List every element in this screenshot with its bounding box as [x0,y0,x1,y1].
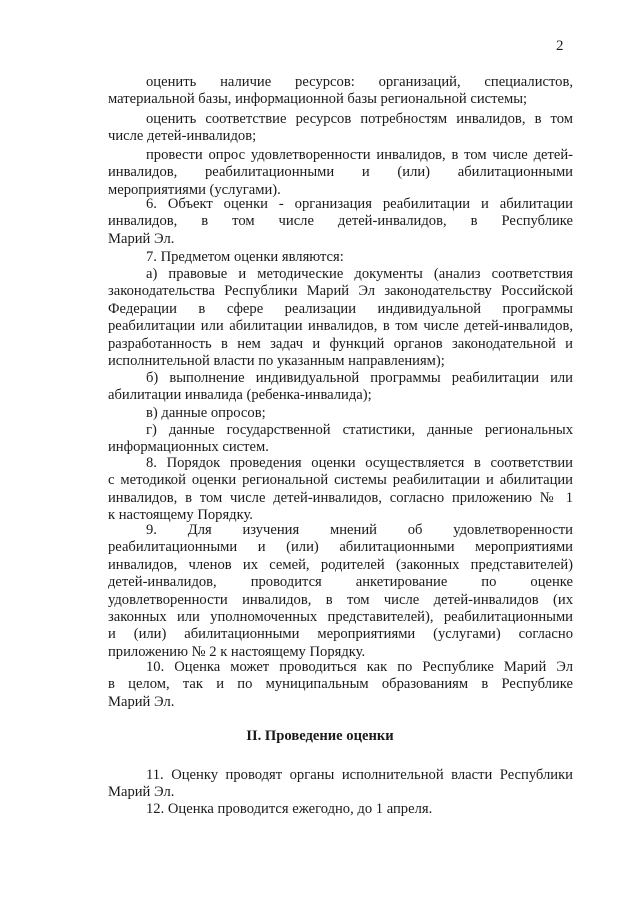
p-9-line: законных или уполномоченных представителей), реабилитационными [108,609,573,625]
p-8-line: инвалидов, в том числе детей-инвалидов, согласно приложению № 1 [108,489,573,506]
p-7b-line: б) выполнение индивидуальной программы реабилитации или [146,370,573,386]
p-8-line: к настоящему Порядку. [108,507,253,524]
p-8-line: 8. Порядок проведения оценки осуществляется в соответствии [146,455,573,471]
p-7a-line: Федерации в сфере реализации индивидуальной программы [108,300,573,317]
p-7b-line: абилитации инвалида (ребенка-инвалида); [108,387,372,404]
p-9-line: 9. Для изучения мнений об удовлетворенности [146,522,573,538]
p-7a-line: разработанность в нем задач и функций органов законодательной и [108,335,573,352]
p-11-line: Марий Эл. [108,784,175,801]
p-8-line: с методикой оценки региональной системы реабилитации и абилитации [108,472,573,489]
p-10-line: Марий Эл. [108,693,175,710]
p-11-line: 11. Оценку проводят органы исполнительной власти Республики [146,767,573,783]
p-7a-line: реабилитации или абилитации инвалидов, в том числе детей-инвалидов, [108,318,573,335]
p-9-line: детей-инвалидов, проводится анкетирование по оценке [108,574,573,591]
p-survey-line: инвалидов, реабилитационными и (или) абилитационными [108,164,573,181]
p-needs-line: оценить соответствие ресурсов потребностям инвалидов, в том [146,111,573,127]
p-7-line: 7. Предметом оценки являются: [146,249,344,265]
p-survey-line: провести опрос удовлетворенности инвалидов, в том числе детей- [146,147,573,163]
p-6-line: инвалидов, в том числе детей-инвалидов, в Республике [108,213,573,230]
p-10-line: в целом, так и по муниципальным образованиям в Республике [108,676,573,693]
p-resources-line: материальной базы, информационной базы региональной системы; [108,91,528,108]
p-7a-line: законодательства Республики Марий Эл законодательству Российской [108,283,573,300]
p-7g-line: г) данные государственной статистики, данные региональных [146,422,573,438]
p-7a-line: исполнительной власти по указанным направлениям); [108,353,445,369]
p-10-line: 10. Оценка может проводиться как по Республике Марий Эл [146,659,573,675]
p-resources-line: оценить наличие ресурсов: организаций, специалистов, [146,74,573,90]
p-9-line: и (или) абилитационными мероприятиями (услугами) согласно [108,626,573,643]
p-6-line: Марий Эл. [108,230,175,247]
p-6-line: 6. Объект оценки - организация реабилитации и абилитации [146,196,573,212]
p-needs-line: числе детей-инвалидов; [108,128,257,145]
p-12-line: 12. Оценка проводится ежегодно, до 1 апреля. [146,801,433,817]
p-9-line: инвалидов, членов их семей, родителей (законных представителей) [108,556,573,573]
p-survey-line: мероприятиями (услугами). [108,181,281,198]
p-7a-line: а) правовые и методические документы (анализ соответствия [146,266,573,282]
p-7g-line: информационных систем. [108,439,269,456]
p-7v-line: в) данные опросов; [146,405,266,421]
section-heading: II. Проведение оценки [246,728,394,744]
p-9-line: приложению № 2 к настоящему Порядку. [108,643,366,660]
p-9-line: удовлетворенности инвалидов, в том числе детей-инвалидов (их [108,591,573,608]
p-9-line: реабилитационными и (или) абилитационными мероприятиями [108,539,573,556]
page-number: 2 [556,38,564,54]
